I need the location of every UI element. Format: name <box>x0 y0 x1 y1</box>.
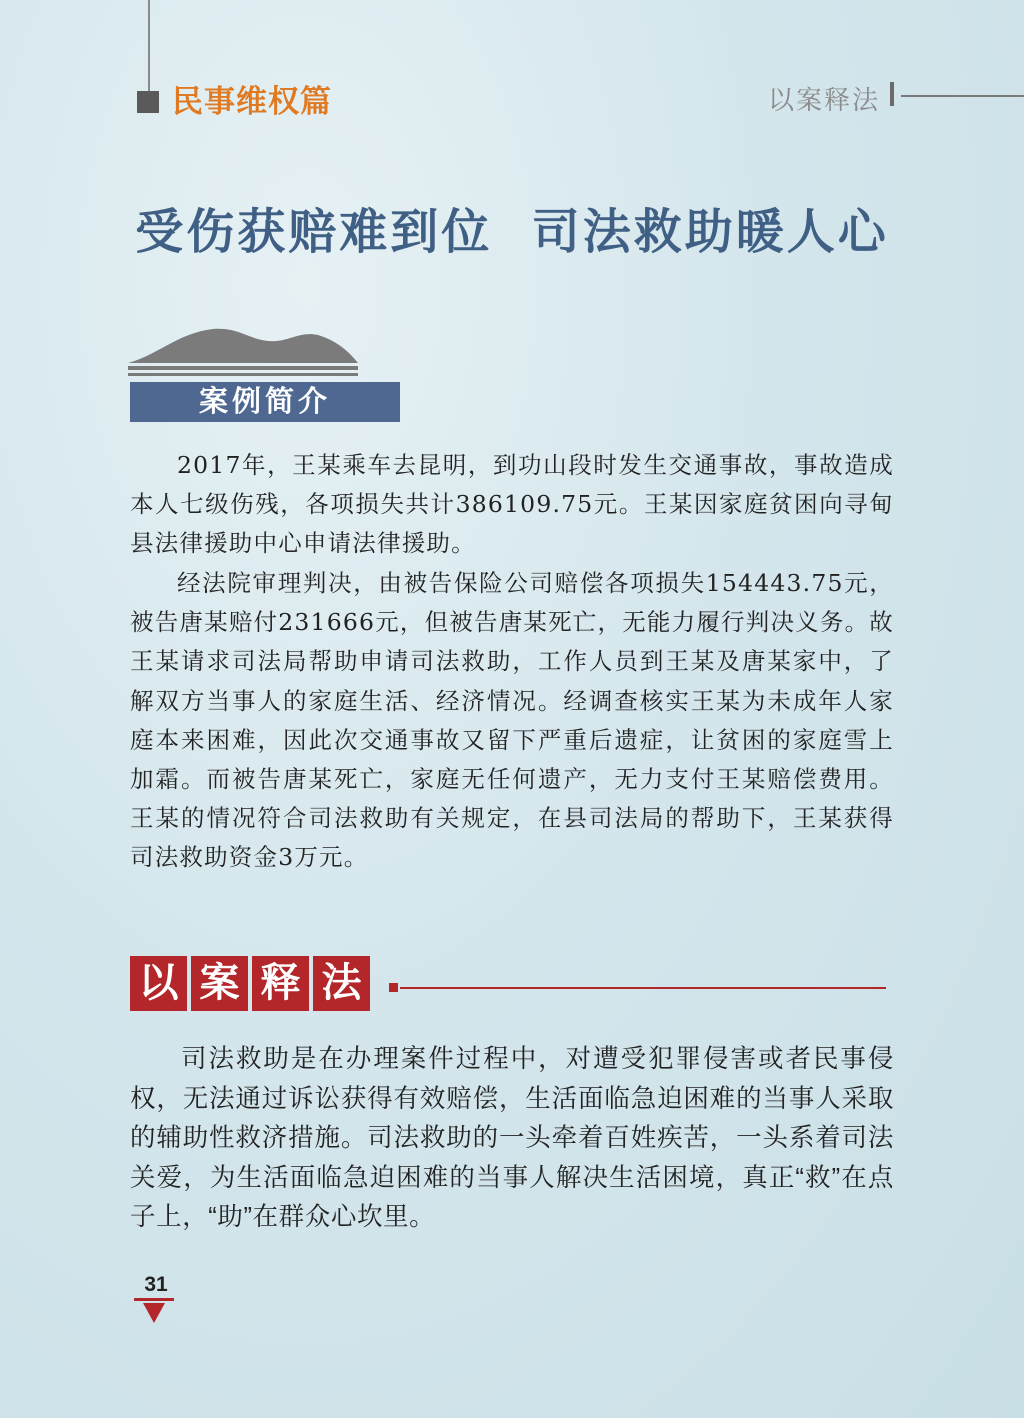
explain-rule-dot <box>389 983 398 992</box>
header-bar-divider <box>890 82 894 106</box>
case-paragraph: 2017年，王某乘车去昆明，到功山段时发生交通事故，事故造成本人七级伤残，各项损失共计386109.75元。王某因家庭贫困向寻甸县法律援助中心申请法律援助。 <box>130 451 894 558</box>
page-triangle-icon <box>143 1303 165 1323</box>
page-title: 受伤获赔难到位 司法救助暖人心 <box>135 204 889 260</box>
section-title: 民事维权篇 <box>172 84 332 119</box>
explain-rule <box>400 987 886 989</box>
header-rule <box>901 95 1024 97</box>
page-number: 31 <box>144 1273 168 1296</box>
case-paragraph: 经法院审理判决，由被告保险公司赔偿各项损失154443.75元，被告唐某赔付231666元，但被告唐某死亡，无能力履行判决义务。故王某请求司法局帮助申请司法救助，工作人员到王某及唐某家中，了解双方当事人的家庭生活、经济情况。经调查核实王某为未成年人家庭本来困难，因此次交通事故又留下严重后遗症，让贫困的家庭雪上加霜。而被告唐某死亡，家庭无任何遗产，无力支付王某赔偿费用。王某的情况符合司法救助有关规定，在县司法局的帮助下，王某获得司法救助资金3万元。 <box>130 569 894 872</box>
case-intro-label: 案例简介 <box>130 382 400 422</box>
explain-heading-char: 释 <box>252 956 309 1011</box>
explain-heading-char: 以 <box>130 956 187 1011</box>
page-number-underline <box>134 1298 174 1301</box>
header-category-label: 以案释法 <box>768 85 881 115</box>
explain-heading-char: 法 <box>313 956 370 1011</box>
mountain-icon <box>128 325 358 377</box>
explain-paragraph: 司法救助是在办理案件过程中，对遭受犯罪侵害或者民事侵权，无法通过诉讼获得有效赔偿，生活面临急迫困难的当事人采取的辅助性救济措施。司法救助的一头牵着百姓疾苦，一头系着司法关爱，为生活面临急迫困难的当事人解决生活困境，真正“救”在点子上，“助”在群众心坎里。 <box>130 1045 894 1231</box>
explain-heading-char: 案 <box>191 956 248 1011</box>
header-vertical-line <box>148 0 150 92</box>
section-square-icon <box>137 91 159 113</box>
